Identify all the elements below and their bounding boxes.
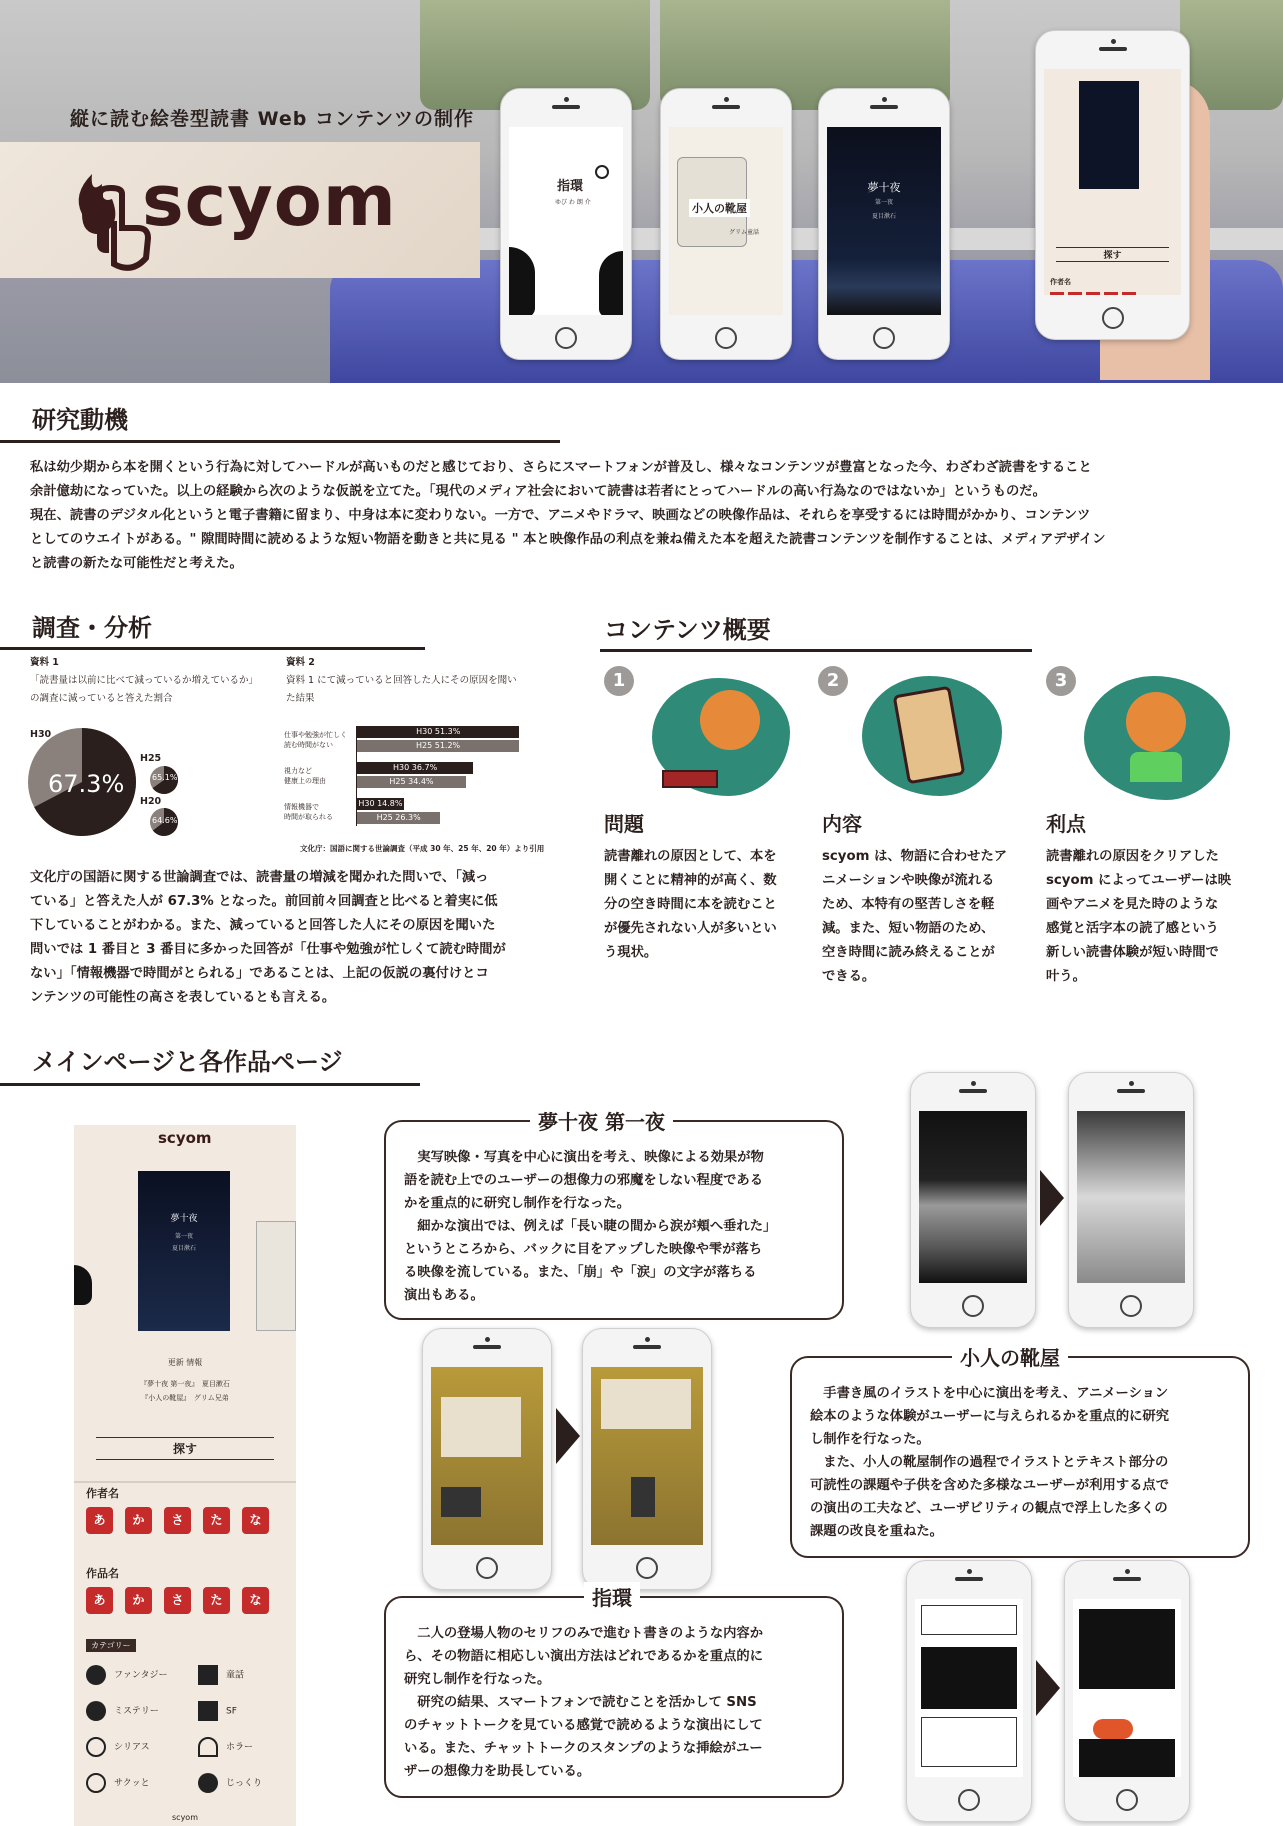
heading-rule [0, 647, 425, 650]
kana-button[interactable]: か [125, 1507, 152, 1534]
mock-recent: 更新 情報 [167, 1358, 203, 1367]
yubiwa-phone-1 [906, 1560, 1032, 1822]
source1-title: 資料 1 [30, 657, 59, 668]
kana-button[interactable]: か [125, 1587, 152, 1614]
analysis-line: 下していることがわかる。また、減っていると回答した人にその原因を聞いた [30, 918, 496, 933]
category-item[interactable]: サクッと [114, 1778, 150, 1789]
heading-rule [600, 649, 1032, 652]
analysis-line: 文化庁の国語に関する世論調査では、読書量の増減を聞かれた問いで、「減っ [30, 870, 489, 885]
pie-h20-value: 64.6% [152, 816, 178, 825]
overview-title: 利点 [1046, 812, 1086, 836]
motivation-line: 私は幼少期から本を開くという行為に対してハードルが高いものだと感じており、さらにスマートフォンが普及し、様々なコンテンツが豊富となった今、わざわざ読書をすること [30, 460, 1092, 475]
yubiwa-title: 指環 [584, 1582, 640, 1611]
hand-tap-icon [62, 154, 154, 284]
kobito-text: 手書き風のイラストを中心に演出を考え、アニメーション 絵本のような体験がユーザーに与えられるかを重点的に研究 し制作を行なった。 また、小人の靴屋制作の過程でイラストとテキスト部分の 可読性の課題や子供を含めた多様なユーザーが利用する点で の演出の工夫など、ユーザビリティの観点で浮上した多くの 課題の改良を重ねた。 [810, 1386, 1170, 1539]
bar-chart [284, 726, 564, 836]
category-item[interactable]: ファンタジー [114, 1670, 168, 1681]
yume-title: 夢十夜 第一夜 [530, 1106, 673, 1135]
analysis-heading: 調査・分析 [32, 614, 152, 642]
overview-text: 読書離れの原因として、本を 開くことに精神的が高く、数 分の空き時間に本を読むこと が優先されない人が多いとい う現状。 [604, 849, 777, 960]
character-head [1126, 692, 1186, 752]
bar-category: 視力など 健康上の理由 [284, 767, 326, 785]
kana-button[interactable]: た [203, 1507, 230, 1534]
source1-desc: の調査に減っていると答えた割合 [30, 693, 173, 704]
character-body [1130, 752, 1182, 782]
kobito-title: 小人の靴屋 [952, 1342, 1068, 1371]
bar-label-0-1: H25 51.2% [415, 741, 461, 750]
kobito-phone-2 [582, 1328, 712, 1590]
home-button [1102, 307, 1124, 329]
pie-main-label: H30 [30, 729, 52, 740]
mock-category-label: カテゴリー [86, 1639, 136, 1652]
silhouette-left [509, 247, 535, 315]
overview-text: 読書離れの原因をクリアした scyom によってユーザーは映 画やアニメを見た時のような 感覚と活字本の読了感という 新しい読書体験が短い時間で 叶う。 [1046, 849, 1232, 984]
mock-work[interactable]: 『夢十夜 第一夜』 夏目漱石 [140, 1380, 230, 1388]
category-item[interactable]: シリアス [114, 1742, 150, 1753]
category-item[interactable]: ホラー [226, 1742, 254, 1753]
mock-work-kana [86, 1587, 281, 1614]
mock-footer: scyom [172, 1813, 198, 1822]
overview-number: 3 [1046, 666, 1076, 696]
source2-desc: 資料 1 にて減っていると回答した人にその原因を聞い [286, 675, 517, 686]
pie-main-value: 67.3% [48, 770, 125, 798]
mock-author-label: 作者名 [86, 1487, 119, 1500]
bar-category: 仕事や勉強が忙しく 読む時間がない [284, 731, 347, 749]
phone-sub: ゆび わ 朗 介 [555, 199, 591, 206]
analysis-line: ない」「情報機器で時間がとられる」であることは、上記の仮説の裏付けとコ [30, 966, 489, 981]
hero-phone-yubiwa [500, 88, 632, 360]
phone-sub: 夏目漱石 [871, 213, 896, 220]
kana-button[interactable]: さ [164, 1587, 191, 1614]
overview-title: 内容 [822, 812, 862, 836]
source1-desc: 「読書量は以前に比べて減っているか増えているか」 [30, 675, 259, 686]
source2-desc: た結果 [286, 693, 315, 704]
kana-button[interactable]: あ [86, 1587, 113, 1614]
overview-text: scyom は、物語に合わせたア ニメーションや映像が流れる ため、本特有の堅苦しさを軽 減。また、短い物語のため、 空き時間に読み終えることが できる。 [822, 849, 1008, 984]
bar-category: 情報機器で 時間が取られる [284, 803, 333, 821]
overview-number: 2 [818, 666, 848, 696]
pages-heading: メインページと各作品ページ [32, 1048, 343, 1076]
motivation-heading: 研究動機 [32, 406, 128, 434]
card-dark [1079, 81, 1139, 189]
yubiwa-phone-2 [1064, 1560, 1190, 1822]
category-item[interactable]: ミステリー [114, 1706, 159, 1717]
home-button [555, 327, 577, 349]
analysis-line: ンテンツの可能性の高さを表しているとも言える。 [30, 990, 336, 1005]
motivation-line: 現在、読書のデジタル化というと電子書籍に留まり、中身は本に変わりない。一方で、アニメやドラマ、映画などの映像作品は、それらを享受するには時間がかかり、コンテンツ [30, 508, 1091, 523]
yubiwa-text: 二人の登場人物のセリフのみで進むト書きのような内容か ら、その物語に相応しい演出方法はどれであるかを重点的に 研究し制作を行なった。 研究の結果、スマートフォンで読むことを活かして SNS のチャットトークを見ている感覚で読めるような演出にして いる。また、チャットトークのスタンプのような挿絵がユー ザーの想像力を助長している。 [404, 1626, 764, 1779]
mock-silhouette [74, 1265, 92, 1305]
mock-card: 夢十夜 第一夜 夏目漱石 [138, 1171, 230, 1331]
category-item[interactable]: SF [226, 1706, 237, 1717]
analysis-line: ている」と答えた人が 67.3% となった。前回前々回調査と比べると着実に低 [30, 894, 498, 909]
chart-footnote: 文化庁：国語に関する世論調査（平成 30 年、25 年、20 年）より引用 [300, 844, 545, 853]
motivation-line: 余計億劫になっていた。以上の経験から次のような仮説を立てた。「現代のメディア社会において読書は若者にとってハードルの高い行為なのではないか」というものだ。 [30, 484, 1046, 499]
silhouette-right [599, 251, 623, 315]
hero-phone-main [1035, 30, 1190, 340]
yume-text: 実写映像・写真を中心に演出を考え、映像による効果が物 語を読む上でのユーザーの想像力の邪魔をしない程度である かを重点的に研究し制作を行なった。 細かな演出では、例えば「長い睫の間から涙が頬へ垂れた」 というところから、バックに目をアップした映像や雫が落ち る映像を流している。また、「崩」や「涙」の文字が落ちる 演出もある。 [404, 1150, 777, 1303]
hero-phone-kobito [660, 88, 792, 360]
kana-button[interactable]: な [242, 1587, 269, 1614]
home-button [715, 327, 737, 349]
bar-label-1-1: H25 34.4% [389, 777, 434, 786]
pie-h25-value: 65.1% [152, 773, 178, 782]
heading-rule [0, 440, 560, 443]
main-page-mock [74, 1125, 296, 1826]
bar-label-0-0: H30 51.3% [416, 727, 461, 736]
arrow-right-icon [1036, 1660, 1060, 1716]
arrow-right-icon [556, 1408, 580, 1464]
hero-phone-yume [818, 88, 950, 360]
overview-number: 1 [604, 666, 634, 696]
category-item[interactable]: 童話 [226, 1670, 245, 1681]
kana-row [1050, 289, 1136, 295]
kana-button[interactable]: あ [86, 1507, 113, 1534]
mock-logo: scyom [158, 1129, 212, 1147]
phone-sub: グリム童話 [729, 229, 760, 236]
kana-button[interactable]: さ [164, 1507, 191, 1534]
poster-subtitle: 縦に読む絵巻型読書 Web コンテンツの制作 [70, 108, 475, 130]
home-button [873, 327, 895, 349]
mock-side-card [256, 1221, 296, 1331]
search-label: 探す [1056, 247, 1169, 262]
mock-search-button[interactable]: 探す [96, 1437, 274, 1460]
arrow-right-icon [1040, 1170, 1064, 1226]
mock-author-kana [86, 1507, 281, 1534]
source2-title: 資料 2 [286, 657, 315, 668]
kana-button[interactable]: な [242, 1507, 269, 1534]
logo-text: scyom [142, 160, 397, 242]
overview-heading: コンテンツ概要 [604, 616, 771, 644]
yume-phone-drop [1068, 1072, 1194, 1328]
analysis-line: 問いでは 1 番目と 3 番目に多かった回答が「仕事や勉強が忙しくて読む時間が [30, 942, 506, 957]
motivation-line: と読書の新たな可能性だと考えた。 [30, 556, 243, 571]
category-item[interactable]: じっくり [226, 1778, 263, 1789]
mock-work-label: 作品名 [86, 1567, 119, 1580]
pie-h20-label: H20 [140, 796, 162, 807]
mock-work[interactable]: 『小人の靴屋』 グリム兄弟 [141, 1394, 229, 1402]
kobito-phone-1 [422, 1328, 552, 1590]
author-label: 作者名 [1050, 278, 1071, 286]
bar-label-1-0: H30 36.7% [393, 763, 438, 772]
bar-label-2-0: H30 14.8% [358, 799, 403, 808]
analysis-text [30, 866, 570, 1010]
overview-title: 問題 [604, 812, 644, 836]
heading-rule [0, 1083, 420, 1086]
motivation-line: としてのウエイトがある。" 隙間時間に読めるような短い物語を動きと共に見る " 本と映像作品の利点を兼ね備えた本を超えた読書コンテンツを制作することは、メディアデザイン [30, 532, 1106, 547]
book-illustration [662, 770, 718, 788]
yume-phone-eye [910, 1072, 1036, 1328]
phone-title: 夢十夜 [867, 181, 901, 194]
kana-button[interactable]: た [203, 1587, 230, 1614]
bar-label-2-1: H25 26.3% [376, 813, 421, 822]
phone-sub: 第一夜 [874, 199, 893, 206]
pie-h25-label: H25 [140, 753, 162, 764]
character-head [700, 690, 760, 750]
ring-icon [595, 165, 609, 179]
phone-title: 指環 [557, 179, 584, 194]
motivation-text [30, 456, 1260, 576]
phone-title: 小人の靴屋 [689, 199, 750, 217]
